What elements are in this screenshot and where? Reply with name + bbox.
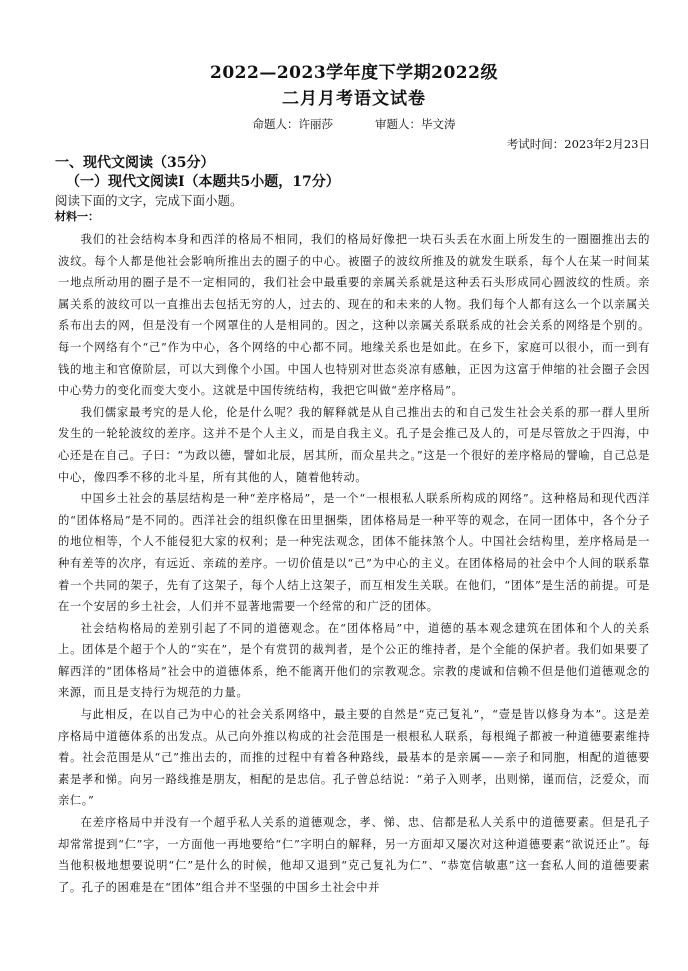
exam-title-line1: 2022—2023学年度下学期2022级	[210, 63, 498, 83]
reading-instruction: 阅读下面的文字，完成下面小题。	[55, 193, 243, 208]
exam-title-line2: 二月月考语文试卷	[282, 89, 426, 109]
reviewer-label: 审题人：毕文涛	[375, 117, 456, 131]
passage-paragraph: 我们儒家最考究的是人伦，伦是什么呢？我的解释就是从自己推出去的和自己发生社会关系的那一群人里所发生的一轮轮波纹的差序。这并不是个人主义，而是自我主义。孔子是会推己及人的，可是尽管放之于四海，中心还是在自己。子曰：“为政以德，譬如北辰，居其所，而众星共之。”这是一个很好的差序格局的譬喻，自己总是中心，像四季不移的北斗星，所有其他的人，随着他转动。	[58, 405, 650, 484]
material-label: 材料一：	[55, 210, 99, 223]
subsection-title: （一）现代文阅读I（本题共5小题，17分）	[66, 174, 340, 190]
passage-paragraph: 社会结构格局的差别引起了不同的道德观念。在“团体格局”中，道德的基本观念建筑在团体和个人的关系上。团体是个超于个人的“实在”，是个有赏罚的裁判者，是个公正的维持者，是个全能的保护者。我们如果要了解西洋的“团体格局”社会中的道德体系，绝不能离开他们的宗教观念。宗教的虔诚和信赖不但是他们道德观念的来源，而且是支持行为规范的力量。	[58, 621, 650, 700]
passage-paragraph: 在差序格局中并没有一个超乎私人关系的道德观念，孝、悌、忠、信都是私人关系中的道德要素。但是孔子却常常提到“仁”字，一方面他一再地要给“仁”字明白的解释，另一方面却又屡次对这种道德要素“欲说还止”。每当他积极地想要说明“仁”是什么的时候，他却又退到“克己复礼为仁”、“恭宽信敏惠”这一套私人间的道德要素了。孔子的困难是在“团体”组合并不坚强的中国乡土社会中并	[58, 816, 650, 894]
passage-paragraph: 我们的社会结构本身和西洋的格局不相同，我们的格局好像把一块石头丢在水面上所发生的一圈圈推出去的波纹。每个人都是他社会影响所推出去的圈子的中心。被圈子的波纹所推及的就发生联系，每个人在某一时间某一地点所动用的圈子是不一定相同的，我们社会中最重要的亲属关系就是这种丢石头形成同心圆波纹的性质。亲属关系的波纹可以一直推出去包括无穷的人，过去的、现在的和未来的人物。我们每个人都有这么一个以亲属关系布出去的网，但是没有一个网罩住的人是相同的。因之，这种以亲属关系联系成的社会关系的网络是个别的。每一个网络有个“己”作为中心，各个网络的中心都不同。地缘关系也是如此。在乡下，家庭可以很小，而一到有钱的地主和官僚阶层，可以大到像个小国。中国人也特别对世态炎凉有感触，正因为这富于伸缩的社会圈子会因中心势力的变化而变大变小。这就是中国传统结构，我把它叫做“差序格局”。	[58, 233, 650, 398]
setter-label: 命题人：许丽莎	[252, 117, 333, 131]
author-line	[58, 116, 650, 132]
passage-paragraph: 与此相反，在以自己为中心的社会关系网络中，最主要的自然是“克己复礼”，“壹是皆以修身为本”。这是差序格局中道德体系的出发点。从己向外推以构成的社会范围是一根根私人联系，每根绳子都被一种道德要素维持着。社会范围是从“己”推出去的，而推的过程中有着各种路线，最基本的是亲属——亲子和同胞，相配的道德要素是孝和悌。向另一路线推是朋友，相配的是忠信。孔子曾总结说：“弟子入则孝，出则悌，谨而信，泛爱众，而亲仁。”	[58, 708, 650, 808]
exam-time: 考试时间：2023年2月23日	[506, 137, 650, 151]
section-title: 一、现代文阅读（35分）	[55, 155, 215, 171]
passage-paragraph: 中国乡土社会的基层结构是一种“差序格局”，是一个“一根根私人联系所构成的网络”。这种格局和现代西洋的“团体格局”是不同的。西洋社会的组织像在田里捆柴，团体格局是一种平等的观念，在同一团体中，各个分子的地位相等，个人不能侵犯大家的权利；是一种宪法观念，团体不能抹煞个人。中国社会结构里，差序格局是一种有差等的次序，有远近、亲疏的差序。一切价值是以“己”为中心的主义。在团体格局的社会中个人间的联系靠着一个共同的架子，先有了这架子，每个人结上这架子，而互相发生关联。在他们，“团体”是生活的前提。可是在一个安居的乡土社会，人们并不显著地需要一个经常的和广泛的团体。	[58, 492, 650, 614]
